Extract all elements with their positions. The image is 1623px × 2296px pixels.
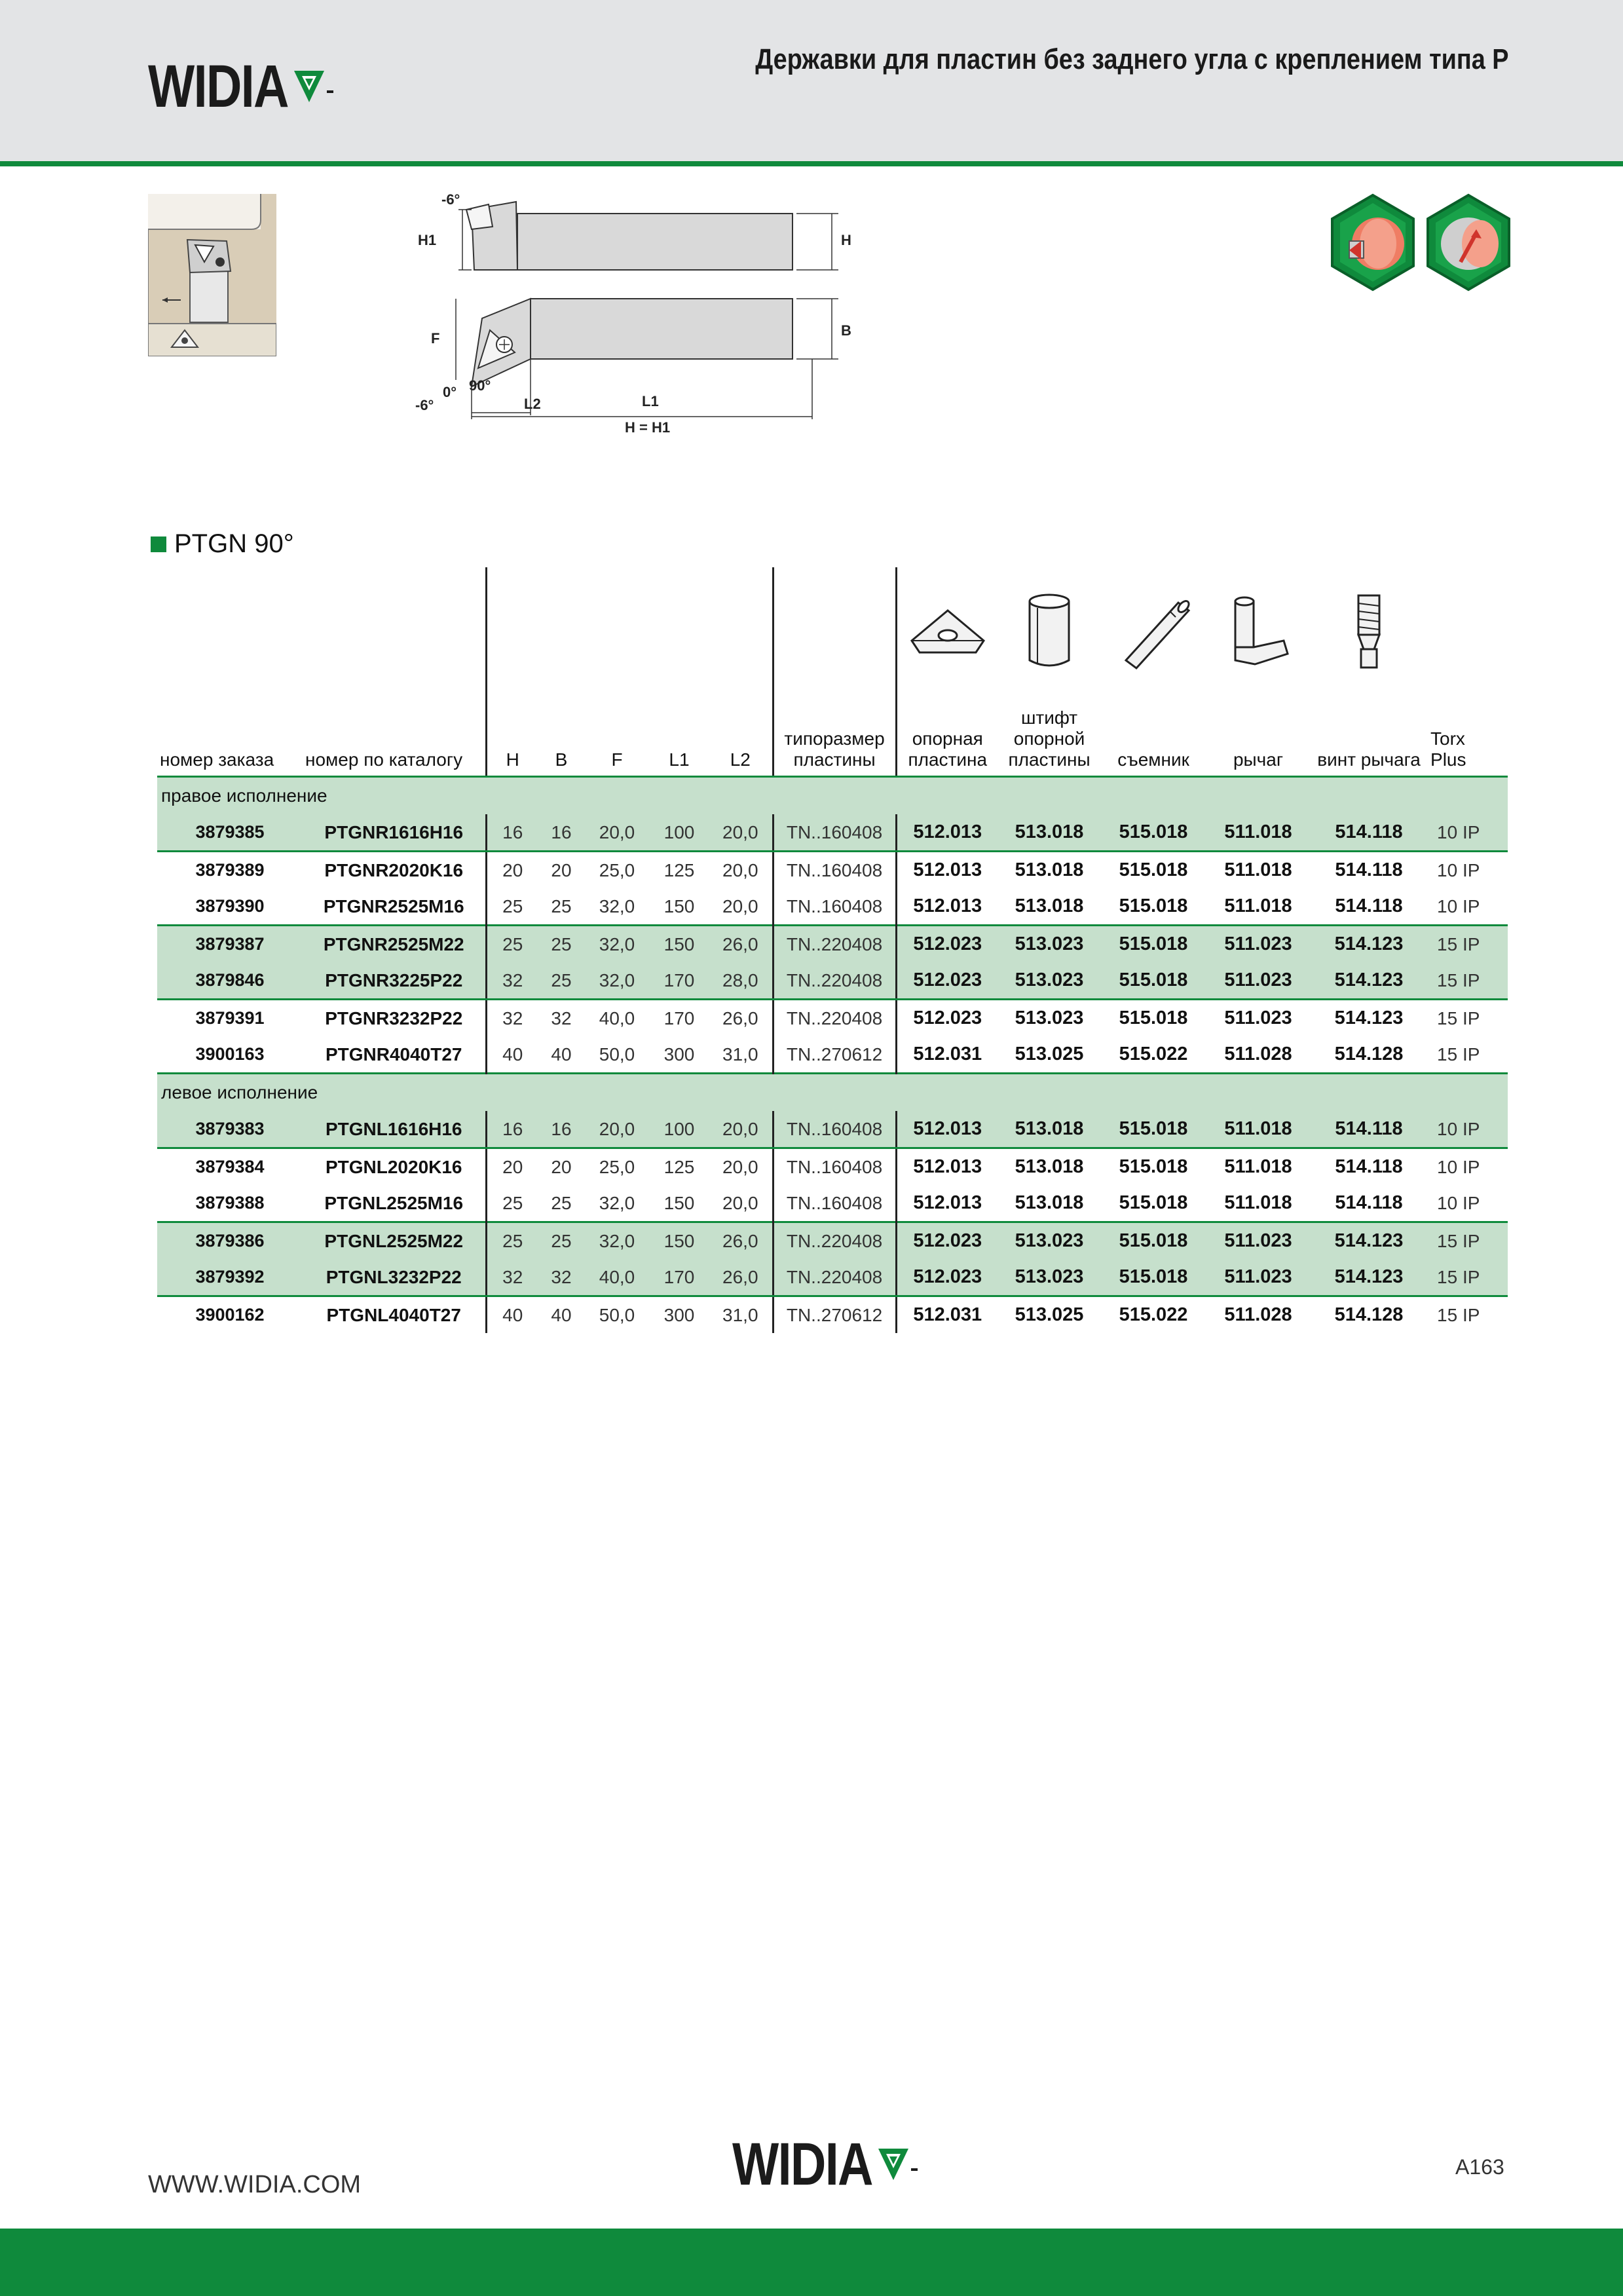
col-insert-line1: типоразмер	[784, 728, 885, 749]
col-shim-line1: опорная	[912, 728, 983, 749]
page-number: A163	[1455, 2155, 1504, 2179]
catalog-number: PTGNR2020K16	[324, 859, 464, 880]
lever-screw: 514.123	[1334, 1007, 1404, 1028]
dim-b: 32	[551, 1007, 572, 1028]
torx-plus: 10 IP	[1428, 1111, 1508, 1148]
lever: 511.023	[1206, 1259, 1310, 1296]
torx-plus: 10 IP	[1437, 859, 1480, 880]
punch: 515.018	[1119, 1007, 1188, 1028]
dim-f: 32,0	[584, 1222, 650, 1260]
label-l1: L1	[642, 393, 659, 409]
col-pin	[998, 698, 1100, 777]
col-screw: винт рычага	[1310, 698, 1428, 777]
section-marker-icon	[151, 536, 166, 552]
dim-l1: 150	[663, 895, 695, 916]
insert-size: TN..160408	[773, 1111, 896, 1148]
dim-l2: 20,0	[722, 1156, 758, 1177]
footer-logo-text: WIDIA	[732, 2131, 872, 2198]
shim-pin: 513.025	[1015, 1044, 1084, 1064]
punch: 515.018	[1119, 1192, 1188, 1213]
order-number: 3879389	[195, 860, 265, 880]
col-insert	[773, 698, 896, 777]
col-order: номер заказа	[157, 698, 303, 777]
group-label: правое исполнение	[157, 777, 1508, 815]
col-b: B	[538, 698, 584, 777]
order-number: 3879391	[195, 1008, 265, 1028]
dim-b: 16	[538, 1111, 584, 1148]
lever-screw: 514.128	[1334, 1304, 1404, 1325]
lever: 511.028	[1224, 1304, 1292, 1325]
footer-logo	[732, 2131, 923, 2198]
order-number: 3879386	[157, 1222, 303, 1260]
col-pin-line2: опорной	[1013, 728, 1085, 749]
dim-l1: 150	[650, 1222, 709, 1260]
dim-l1: 300	[663, 1044, 695, 1064]
shim-pin-icon	[998, 567, 1100, 698]
external-turning-badge-icon	[1332, 195, 1413, 290]
shim-pin: 513.018	[998, 1111, 1100, 1148]
dim-b: 32	[538, 1259, 584, 1296]
lever-screw-icon	[1310, 567, 1428, 698]
group-label-row	[157, 1074, 1508, 1112]
table-row	[157, 1036, 1508, 1074]
label-h: H	[841, 232, 851, 248]
header-divider	[0, 161, 1623, 166]
dim-b: 25	[538, 1222, 584, 1260]
torx-plus: 10 IP	[1437, 1156, 1480, 1177]
dim-l2: 28,0	[709, 962, 773, 1000]
shim-pin: 513.018	[1015, 895, 1084, 916]
col-punch: съемник	[1100, 698, 1206, 777]
lever-screw: 514.118	[1335, 859, 1403, 880]
shim: 512.023	[896, 1222, 998, 1260]
shim: 512.013	[896, 852, 998, 889]
insert-size: TN..160408	[773, 1185, 896, 1222]
shim-icon	[896, 567, 998, 698]
dim-l1: 150	[663, 1192, 695, 1213]
punch: 515.018	[1100, 814, 1206, 852]
dim-h: 25	[486, 926, 538, 963]
shim: 512.031	[896, 1296, 998, 1334]
order-number: 3879383	[157, 1111, 303, 1148]
application-badges	[1323, 190, 1520, 301]
lever-screw: 514.123	[1310, 1259, 1428, 1296]
punch-icon	[1100, 567, 1206, 698]
torx-plus: 10 IP	[1437, 1192, 1480, 1213]
widia-logo-mark-icon	[293, 68, 339, 107]
torx-plus: 15 IP	[1437, 1304, 1480, 1325]
shim: 512.023	[896, 1259, 998, 1296]
table-row	[157, 1000, 1508, 1037]
col-catalog: номер по каталогу	[303, 698, 486, 777]
shim-pin: 513.023	[998, 1259, 1100, 1296]
torx-plus: 15 IP	[1428, 962, 1508, 1000]
insert-size: TN..220408	[773, 962, 896, 1000]
lever-icon	[1206, 567, 1310, 698]
dim-l1: 170	[650, 962, 709, 1000]
lever: 511.018	[1206, 1111, 1310, 1148]
punch: 515.018	[1100, 962, 1206, 1000]
punch: 515.018	[1119, 1156, 1188, 1177]
punch: 515.022	[1119, 1304, 1188, 1325]
dim-h: 40	[486, 1036, 538, 1074]
shim: 512.013	[896, 814, 998, 852]
shim-pin: 513.023	[998, 962, 1100, 1000]
dim-b: 25	[538, 962, 584, 1000]
col-lever: рычаг	[1206, 698, 1310, 777]
insert-size: TN..160408	[773, 888, 896, 926]
dim-l2: 26,0	[709, 1259, 773, 1296]
col-pin-line3: пластины	[1008, 749, 1091, 770]
dim-f: 20,0	[584, 1111, 650, 1148]
torx-plus: 10 IP	[1428, 814, 1508, 852]
table-row	[157, 1111, 1508, 1148]
shim-pin: 513.018	[998, 814, 1100, 852]
lever-screw: 514.118	[1335, 1192, 1403, 1213]
section-title	[151, 529, 294, 559]
dim-f: 32,0	[584, 926, 650, 963]
dim-f: 25,0	[599, 1156, 635, 1177]
dim-l2: 20,0	[722, 1192, 758, 1213]
dim-h: 16	[486, 1111, 538, 1148]
punch: 515.018	[1100, 1259, 1206, 1296]
catalog-number: PTGNR3225P22	[303, 962, 486, 1000]
lever-screw: 514.118	[1310, 1111, 1428, 1148]
footer-url[interactable]: WWW.WIDIA.COM	[148, 2171, 362, 2198]
dim-l2: 31,0	[722, 1304, 758, 1325]
insert-size: TN..160408	[773, 814, 896, 852]
insert-size: TN..270612	[773, 1036, 896, 1074]
dim-l1: 100	[650, 1111, 709, 1148]
insert-size: TN..270612	[773, 1296, 896, 1334]
widia-logo	[148, 53, 339, 120]
punch: 515.018	[1119, 895, 1188, 916]
shim: 512.013	[896, 888, 998, 926]
dim-f: 32,0	[599, 895, 635, 916]
dim-l2: 20,0	[722, 859, 758, 880]
dim-l1: 170	[663, 1007, 695, 1028]
catalog-number: PTGNL2020K16	[325, 1156, 462, 1177]
table-row	[157, 852, 1508, 889]
dim-h: 25	[486, 1222, 538, 1260]
label-h1: H1	[418, 232, 437, 248]
insert-size: TN..160408	[773, 1148, 896, 1186]
lever-screw: 514.118	[1310, 814, 1428, 852]
order-number: 3879390	[195, 896, 265, 916]
catalog-number: PTGNL2525M16	[324, 1192, 464, 1213]
order-number: 3879385	[157, 814, 303, 852]
dim-b: 20	[551, 1156, 572, 1177]
dim-h: 25	[486, 1185, 538, 1222]
footer-bar	[0, 2229, 1623, 2296]
dim-f: 32,0	[599, 1192, 635, 1213]
catalog-number: PTGNR2525M16	[323, 895, 464, 916]
group-label-row	[157, 777, 1508, 815]
dim-b: 25	[551, 1192, 572, 1213]
lever: 511.018	[1224, 859, 1292, 880]
punch: 515.018	[1100, 1111, 1206, 1148]
lever-screw: 514.123	[1310, 962, 1428, 1000]
dim-l1: 170	[650, 1259, 709, 1296]
dim-b: 40	[551, 1304, 572, 1325]
order-number: 3879392	[157, 1259, 303, 1296]
lever: 511.023	[1206, 926, 1310, 963]
dim-l1: 100	[650, 814, 709, 852]
shim-pin: 513.023	[998, 1222, 1100, 1260]
dim-h: 16	[486, 814, 538, 852]
label-b: B	[841, 322, 851, 339]
label-h-equals-h1: H = H1	[625, 419, 671, 436]
holder-dimension-diagram	[406, 190, 865, 439]
lever: 511.018	[1224, 1156, 1292, 1177]
shim: 512.031	[896, 1036, 998, 1074]
logo-text: WIDIA	[148, 53, 288, 120]
lever: 511.023	[1206, 1222, 1310, 1260]
torx-plus: 15 IP	[1437, 1007, 1480, 1028]
insert-size: TN..220408	[773, 1259, 896, 1296]
catalog-number: PTGNL1616H16	[303, 1111, 486, 1148]
shim: 512.013	[896, 1185, 998, 1222]
col-torx-line2: Plus	[1430, 749, 1466, 770]
shim-pin: 513.018	[1015, 859, 1084, 880]
catalog-number: PTGNR1616H16	[303, 814, 486, 852]
col-h: H	[486, 698, 538, 777]
table-row	[157, 1296, 1508, 1334]
dim-f: 20,0	[584, 814, 650, 852]
lever: 511.018	[1224, 895, 1292, 916]
dim-l2: 20,0	[709, 1111, 773, 1148]
order-number: 3900163	[195, 1044, 265, 1064]
torx-plus: 15 IP	[1437, 1044, 1480, 1064]
order-number: 3900162	[195, 1305, 265, 1325]
dim-f: 32,0	[584, 962, 650, 1000]
lever: 511.028	[1224, 1044, 1292, 1064]
torx-plus: 15 IP	[1428, 1259, 1508, 1296]
punch: 515.018	[1100, 1222, 1206, 1260]
dim-h: 32	[486, 1000, 538, 1037]
catalog-number: PTGNR4040T27	[325, 1044, 462, 1064]
dim-l2: 26,0	[722, 1007, 758, 1028]
dim-l2: 26,0	[709, 926, 773, 963]
dim-l2: 20,0	[709, 814, 773, 852]
dim-h: 32	[486, 1259, 538, 1296]
lever: 511.018	[1224, 1192, 1292, 1213]
dim-l2: 31,0	[722, 1044, 758, 1064]
dim-b: 40	[551, 1044, 572, 1064]
table-icons-row	[157, 567, 1508, 698]
dim-l2: 20,0	[722, 895, 758, 916]
dim-l1: 125	[663, 859, 695, 880]
shim: 512.013	[896, 1148, 998, 1186]
product-table	[157, 567, 1508, 1333]
table-header-row	[157, 698, 1508, 777]
dim-f: 40,0	[584, 1259, 650, 1296]
shim-pin: 513.018	[1015, 1192, 1084, 1213]
torx-plus: 15 IP	[1428, 926, 1508, 963]
order-number: 3879846	[157, 962, 303, 1000]
col-l1: L1	[650, 698, 709, 777]
label-angle-zero: 0°	[443, 384, 457, 400]
dim-f: 50,0	[599, 1304, 635, 1325]
page-title: Державки для пластин без заднего угла с креплением типа P	[755, 43, 1509, 75]
dim-b: 25	[551, 895, 572, 916]
dim-b: 16	[538, 814, 584, 852]
internal-turning-badge-icon	[1428, 195, 1509, 290]
catalog-number: PTGNR2525M22	[303, 926, 486, 963]
shim: 512.013	[896, 1111, 998, 1148]
lever: 511.018	[1206, 814, 1310, 852]
dim-h: 40	[486, 1296, 538, 1334]
catalog-number: PTGNL4040T27	[326, 1304, 461, 1325]
dim-l2: 26,0	[709, 1222, 773, 1260]
torx-plus: 10 IP	[1437, 895, 1480, 916]
dim-l1: 125	[663, 1156, 695, 1177]
shim: 512.023	[896, 962, 998, 1000]
dim-f: 40,0	[599, 1007, 635, 1028]
table-row	[157, 1185, 1508, 1222]
punch: 515.022	[1119, 1044, 1188, 1064]
insert-size: TN..220408	[773, 926, 896, 963]
lever-screw: 514.118	[1335, 1156, 1403, 1177]
col-torx	[1428, 698, 1508, 777]
application-thumbnail	[148, 194, 276, 356]
col-shim-line2: пластина	[908, 749, 988, 770]
dim-h: 32	[486, 962, 538, 1000]
dim-h: 20	[486, 852, 538, 889]
label-angle-90: 90°	[469, 377, 491, 394]
catalog-number: PTGNL3232P22	[303, 1259, 486, 1296]
shim-pin: 513.023	[1015, 1007, 1084, 1028]
col-shim	[896, 698, 998, 777]
col-pin-line1: штифт	[1020, 707, 1078, 728]
dim-b: 25	[538, 926, 584, 963]
dim-f: 25,0	[599, 859, 635, 880]
shim: 512.023	[896, 1000, 998, 1037]
lever-screw: 514.128	[1334, 1044, 1404, 1064]
section-title-text: PTGN 90°	[174, 529, 294, 558]
table-row	[157, 1259, 1508, 1296]
label-angle-top: -6°	[441, 191, 460, 208]
label-l2: L2	[524, 396, 541, 412]
insert-size: TN..160408	[773, 852, 896, 889]
table-row	[157, 926, 1508, 963]
catalog-number: PTGNL2525M22	[303, 1222, 486, 1260]
punch: 515.018	[1100, 926, 1206, 963]
dim-f: 50,0	[599, 1044, 635, 1064]
label-angle-left: -6°	[415, 397, 434, 413]
shim-pin: 513.018	[1015, 1156, 1084, 1177]
torx-plus: 15 IP	[1428, 1222, 1508, 1260]
col-l2: L2	[709, 698, 773, 777]
lever: 511.023	[1224, 1007, 1292, 1028]
shim: 512.023	[896, 926, 998, 963]
shim-pin: 513.023	[998, 926, 1100, 963]
label-f: F	[431, 330, 440, 347]
shim-pin: 513.025	[1015, 1304, 1084, 1325]
catalog-number: PTGNR3232P22	[325, 1007, 463, 1028]
lever-screw: 514.123	[1310, 1222, 1428, 1260]
dim-l1: 150	[650, 926, 709, 963]
table-row	[157, 1222, 1508, 1260]
punch: 515.018	[1119, 859, 1188, 880]
table-row	[157, 1148, 1508, 1186]
lever-screw: 514.118	[1335, 895, 1403, 916]
dim-h: 25	[486, 888, 538, 926]
col-torx-line1: Torx	[1430, 728, 1465, 749]
group-label: левое исполнение	[157, 1074, 1508, 1112]
col-f: F	[584, 698, 650, 777]
dim-b: 20	[551, 859, 572, 880]
dim-l1: 300	[663, 1304, 695, 1325]
order-number: 3879387	[157, 926, 303, 963]
table-row	[157, 962, 1508, 1000]
table-row	[157, 888, 1508, 926]
order-number: 3879384	[195, 1157, 265, 1176]
insert-size: TN..220408	[773, 1222, 896, 1260]
dim-h: 20	[486, 1148, 538, 1186]
table-row	[157, 814, 1508, 852]
order-number: 3879388	[195, 1193, 265, 1213]
footer-logo-mark-icon	[877, 2146, 923, 2185]
col-insert-line2: пластины	[793, 749, 876, 770]
lever: 511.023	[1206, 962, 1310, 1000]
insert-size: TN..220408	[773, 1000, 896, 1037]
lever-screw: 514.123	[1310, 926, 1428, 963]
